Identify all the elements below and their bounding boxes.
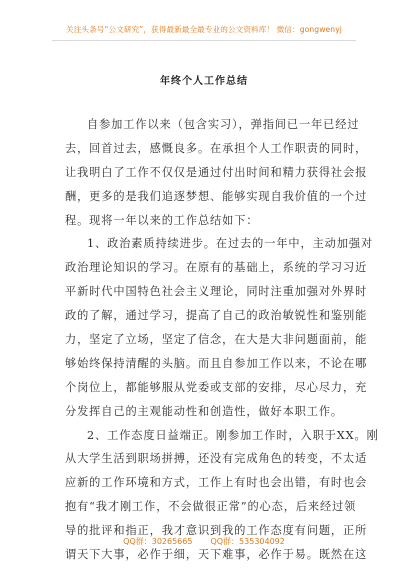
text-line: 个岗位上，都能够服从党委或支部的安排，尽心尽力，充: [65, 380, 368, 394]
document-title: 年终个人工作总结: [160, 76, 248, 87]
text-line: 应新的工作环境和方式，工作上有时也会出错，有时也会: [65, 476, 368, 490]
text-line: 从大学生活到职场拼搏，还没有完成角色的转变，不太适: [65, 452, 368, 466]
text-line: 力，坚定了立场，坚定了信念，在大是大非问题面前，能: [65, 333, 368, 347]
text-line: 2、工作态度日益端正。刚参加工作时，入职于XX。刚: [87, 428, 379, 442]
text-line: 让我明白了工作不仅仅是通过付出时间和精力获得社会报: [65, 165, 368, 179]
text-line: 抱有“我才刚工作，不会做很正常”的心态，后来经过领: [65, 500, 357, 514]
text-line: 自参加工作以来（包含实习），弹指间已一年已经过: [87, 118, 360, 131]
document-body: [65, 113, 379, 567]
text-line: 1、政治素质持续进步。在过去的一年中，主动加强对: [87, 237, 374, 251]
text-line: 政的了解，通过学习，提高了自己的政治敏锐性和鉴别能: [65, 309, 368, 323]
text-line: 够始终保持清醒的头脑。而且自参加工作以来，不论在哪: [65, 356, 368, 370]
header-divider: [52, 40, 356, 41]
qq-group-2: QQ群：535304092: [210, 537, 285, 546]
qq-footer: [0, 536, 408, 547]
text-line: 分发挥自己的主观能动性和创造性，做好本职工作。: [65, 404, 344, 418]
text-line: 程。现将一年以来的工作总结如下：: [65, 213, 259, 227]
text-line: 导的批评和指正，我才意识到我的工作态度有问题，正所: [65, 524, 368, 538]
qq-group-1: QQ群：30265665: [123, 537, 193, 546]
text-line: 政治理论知识的学习。在原有的基础上，系统的学习习近: [65, 261, 368, 275]
text-line: 酬，更多的是我们追逐梦想、能够实现自我价值的一个过: [65, 189, 368, 203]
text-line: 平新时代中国特色社会主义理论，同时注重加强对外界时: [65, 285, 368, 299]
text-line: 谓天下大事，必作于细，天下难事，必作于易。既然在这: [65, 548, 368, 562]
text-line: 去，回首过去，感慨良多。在承担个人工作职责的同时，: [65, 141, 368, 155]
promo-header: 关注头条号“公文研究”，获得最新最全最专业的公文资料库！ 微信：gongwenyj: [66, 25, 342, 34]
